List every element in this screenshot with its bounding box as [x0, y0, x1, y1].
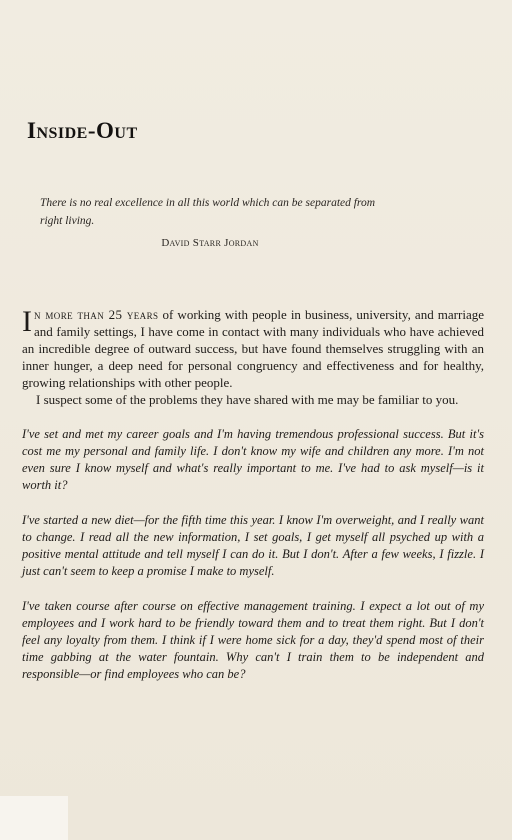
paragraph-opening-text: of working with people in business, university, and marriage and family settings, I have come in contact with many individuals who have achieved an incredible degree of outward success, but have found themselves struggling with an inner hunger, a deep need for personal congruency and effectiveness and for healthy, growing relationships with other people.: [22, 307, 484, 390]
body-text: [22, 306, 484, 683]
epigraph-quote: There is no real excellence in all this world which can be separated from right living.: [40, 197, 376, 228]
quote-management: I've taken course after course on effective management training. I expect a lot out of my employees and I work hard to be friendly toward them and to treat them right. But I don't feel any loyalty from them. I think if I were home sick for a day, they'd spend most of their time gabbing at the water fountain. Why can't I train them to be independent and responsible—or find employees who can be?: [22, 599, 484, 681]
quote-career: I've set and met my career goals and I'm having tremendous professional success. But it's cost me my personal and family life. I don't know my wife and children any more. I'm not even sure I know myself and what's really important to me. I've had to ask myself—is it worth it?: [22, 427, 484, 492]
epigraph-attribution: David Starr Jordan: [161, 236, 259, 249]
chapter-title: Inside-Out: [27, 118, 138, 143]
paragraph-opening: [22, 306, 484, 391]
page-corner: [0, 796, 68, 840]
epigraph: [40, 194, 380, 249]
drop-cap: I: [22, 305, 32, 338]
lead-in: n more than 25 years: [34, 307, 159, 322]
paragraph-second: I suspect some of the problems they have shared with me may be familiar to you.: [36, 392, 459, 407]
quote-diet: I've started a new diet—for the fifth time this year. I know I'm overweight, and I really want to change. I read all the new information, I set goals, I get myself all psyched up with a positive mental attitude and tell myself I can do it. But I don't. After a few weeks, I fizzle. I just can't seem to keep a promise I make to myself.: [22, 513, 484, 578]
